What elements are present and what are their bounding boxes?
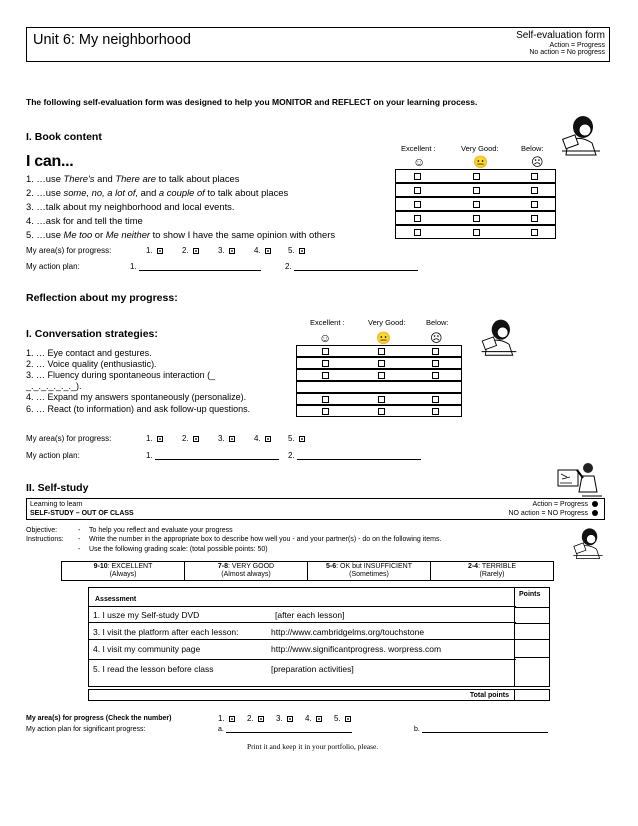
- grade-ok: 5-6: OK but INSUFFICIENT (Sometimes): [308, 562, 431, 580]
- grading-scale-table: [61, 561, 554, 581]
- points-cell-3[interactable]: [515, 639, 550, 657]
- happy-face-icon: ☺: [319, 331, 332, 345]
- assessment-table: Assessment 1. I usze my Self-study DVD [after each lesson] 3. I visit the platform after each lesson: http://www.cambridgelms.org/touchstone 4. I visit my community page http://www.significantprogress. worpress.com 5. I read the lesson before class [preparation activities] Points: [88, 587, 550, 687]
- book-area-1[interactable]: 1.: [146, 246, 163, 255]
- instr-dash-1: -: [78, 536, 81, 543]
- book-areas-label: My area(s) for progress:: [26, 246, 112, 255]
- total-points-cell[interactable]: [514, 690, 549, 700]
- instructions-1: Write the number in the appropriate box to describe how well you - and your partner(s) - do on the following items.: [89, 536, 442, 543]
- checkbox-icon[interactable]: [193, 436, 199, 442]
- rating-checkbox[interactable]: [473, 215, 480, 222]
- conv-item-3-cont: _._._._._._._).: [26, 381, 82, 391]
- unit-title: Unit 6: My neighborhood: [33, 32, 191, 48]
- selfstudy-plan-label: My action plan for significant progress:: [26, 726, 146, 733]
- learning-to-learn: Learning to learn: [30, 501, 83, 508]
- conv-area-5[interactable]: 5.: [288, 434, 305, 443]
- rating-very-good: Very Good:: [461, 144, 499, 153]
- selfstudy-area-5[interactable]: 5.: [334, 714, 351, 723]
- rating-below: Below:: [521, 144, 544, 153]
- selfstudy-area-3[interactable]: 3.: [276, 714, 293, 723]
- objective-dash: -: [78, 527, 81, 534]
- selfstudy-area-1[interactable]: 1.: [218, 714, 235, 723]
- checkbox-icon[interactable]: [258, 716, 264, 722]
- assessment-label: Assessment: [95, 596, 137, 603]
- rating-checkbox[interactable]: [414, 187, 421, 194]
- instructions-label: Instructions:: [26, 536, 64, 543]
- rating-checkbox[interactable]: [378, 408, 385, 415]
- points-cell-4[interactable]: [515, 657, 550, 669]
- rating-below: Below:: [426, 318, 449, 327]
- book-item-3: 3. …talk about my neighborhood and local events.: [26, 201, 235, 212]
- instr-dash-2: -: [78, 546, 81, 553]
- book-item-5: 5. …use Me too or Me neither to show I have the same opinion with others: [26, 229, 336, 240]
- checkbox-icon[interactable]: [299, 436, 305, 442]
- selfstudy-plan-b[interactable]: b.: [414, 726, 548, 733]
- book-area-3[interactable]: 3.: [218, 246, 235, 255]
- rating-checkbox[interactable]: [473, 201, 480, 208]
- i-can-heading: I can...: [26, 153, 74, 170]
- conversation-heading: I. Conversation strategies:: [26, 328, 158, 340]
- intro-text: The following self-evaluation form was designed to help you MONITOR and REFLECT on your learning process.: [26, 97, 478, 107]
- book-content-heading: I. Book content: [26, 131, 102, 143]
- rating-checkbox[interactable]: [432, 348, 439, 355]
- student-clipart-icon: [570, 526, 606, 560]
- rating-checkbox[interactable]: [473, 173, 480, 180]
- checkbox-icon[interactable]: [157, 248, 163, 254]
- rating-checkbox[interactable]: [414, 173, 421, 180]
- points-cell-1[interactable]: [515, 607, 550, 623]
- conv-item-3: 3. … Fluency during spontaneous interaction (_: [26, 370, 216, 380]
- rating-checkbox[interactable]: [473, 187, 480, 194]
- student-clipart-icon: [558, 113, 604, 157]
- book-area-4[interactable]: 4.: [254, 246, 271, 255]
- book-checkbox-grid: [395, 169, 556, 239]
- form-legend: [516, 31, 605, 56]
- box-action: Action = Progress: [533, 501, 598, 508]
- conv-item-1: 1. … Eye contact and gestures.: [26, 348, 152, 358]
- sad-face-icon: ☹: [430, 331, 443, 345]
- conv-item-2: 2. … Voice quality (enthusiastic).: [26, 359, 157, 369]
- rating-checkbox[interactable]: [322, 408, 329, 415]
- rating-checkbox[interactable]: [531, 201, 538, 208]
- book-area-2[interactable]: 2.: [182, 246, 199, 255]
- checkbox-icon[interactable]: [287, 716, 293, 722]
- selfstudy-plan-a[interactable]: a.: [218, 726, 352, 733]
- book-plan-1[interactable]: 1.: [130, 262, 261, 271]
- book-item-4: 4. …ask for and tell the time: [26, 215, 143, 226]
- rating-checkbox[interactable]: [531, 187, 538, 194]
- form-title: Self-evaluation form: [516, 30, 605, 41]
- rating-checkbox[interactable]: [432, 360, 439, 367]
- conv-areas-label: My area(s) for progress:: [26, 434, 112, 443]
- rating-checkbox[interactable]: [432, 408, 439, 415]
- book-plan-2[interactable]: 2.: [285, 262, 418, 271]
- bullet-icon: [592, 501, 598, 507]
- header-box: [26, 27, 610, 62]
- assessment-header: [89, 588, 516, 607]
- rating-checkbox[interactable]: [322, 372, 329, 379]
- bullet-icon: [592, 510, 598, 516]
- neutral-face-icon: 😐: [376, 331, 391, 345]
- checkbox-icon[interactable]: [316, 716, 322, 722]
- grade-very-good: 7-8: VERY GOOD (Almost always): [185, 562, 308, 580]
- rating-checkbox[interactable]: [432, 372, 439, 379]
- conv-checkbox-grid: [296, 345, 462, 417]
- reflection-heading: Reflection about my progress:: [26, 292, 178, 304]
- checkbox-icon[interactable]: [345, 716, 351, 722]
- checkbox-icon[interactable]: [229, 248, 235, 254]
- selfstudy-area-2[interactable]: 2.: [247, 714, 264, 723]
- conv-plan-label: My action plan:: [26, 451, 80, 460]
- objective-label: Objective:: [26, 527, 58, 534]
- rating-row: [296, 381, 462, 393]
- rating-checkbox[interactable]: [414, 201, 421, 208]
- sad-face-icon: ☹: [531, 155, 544, 169]
- checkbox-icon[interactable]: [299, 248, 305, 254]
- book-area-5[interactable]: 5.: [288, 246, 305, 255]
- rating-very-good: Very Good:: [368, 318, 406, 327]
- objective-text: To help you reflect and evaluate your progress: [89, 527, 233, 534]
- instructions-2: Use the following grading scale: (total possible points: 50): [89, 546, 268, 553]
- legend-action: Action = Progress: [549, 41, 605, 49]
- checkbox-icon[interactable]: [157, 436, 163, 442]
- conv-plan-2[interactable]: 2.: [288, 451, 421, 460]
- self-study-box: [26, 498, 605, 520]
- self-study-heading: II. Self-study: [26, 482, 89, 494]
- rating-checkbox[interactable]: [322, 360, 329, 367]
- rating-checkbox[interactable]: [531, 173, 538, 180]
- rating-checkbox[interactable]: [473, 229, 480, 236]
- rating-checkbox[interactable]: [378, 348, 385, 355]
- points-label: Points: [519, 591, 541, 598]
- rating-checkbox[interactable]: [322, 396, 329, 403]
- checkbox-icon[interactable]: [193, 248, 199, 254]
- rating-checkbox[interactable]: [432, 396, 439, 403]
- self-study-out-of-class: SELF-STUDY – OUT OF CLASS: [30, 510, 134, 517]
- box-no-action: NO action = NO Progress: [508, 510, 598, 517]
- points-column: [514, 588, 549, 686]
- selfstudy-areas-label: My area(s) for progress (Check the number): [26, 715, 172, 722]
- rating-checkbox[interactable]: [414, 229, 421, 236]
- rating-checkbox[interactable]: [531, 215, 538, 222]
- checkbox-icon[interactable]: [265, 248, 271, 254]
- selfstudy-area-4[interactable]: 4.: [305, 714, 322, 723]
- checkbox-icon[interactable]: [229, 436, 235, 442]
- total-points-row: [88, 689, 550, 701]
- conv-item-4: 4. … Expand my answers spontaneously (personalize).: [26, 392, 247, 402]
- points-cell-2[interactable]: [515, 623, 550, 639]
- conv-area-3[interactable]: 3.: [218, 434, 235, 443]
- conv-item-6: 6. … React (to information) and ask follow-up questions.: [26, 404, 251, 414]
- grade-excellent: 9-10: EXCELLENT (Always): [62, 562, 185, 580]
- checkbox-icon[interactable]: [265, 436, 271, 442]
- student-clipart-icon: [478, 316, 520, 358]
- rating-checkbox[interactable]: [378, 372, 385, 379]
- rating-checkbox[interactable]: [414, 215, 421, 222]
- rating-excellent: Excellent :: [401, 144, 436, 153]
- rating-checkbox[interactable]: [378, 360, 385, 367]
- conv-area-2[interactable]: 2.: [182, 434, 199, 443]
- teacher-clipart-icon: [556, 460, 604, 500]
- total-points-label: Total points: [469, 692, 509, 699]
- rating-checkbox[interactable]: [378, 396, 385, 403]
- rating-excellent: Excellent :: [310, 318, 345, 327]
- conv-area-4[interactable]: 4.: [254, 434, 271, 443]
- rating-checkbox[interactable]: [531, 229, 538, 236]
- neutral-face-icon: 😐: [473, 155, 488, 169]
- book-item-2: 2. …use some, no, a lot of, and a couple of to talk about places: [26, 187, 289, 198]
- rating-checkbox[interactable]: [322, 348, 329, 355]
- happy-face-icon: ☺: [413, 155, 426, 169]
- grade-terrible: 2-4: TERRIBLE (Rarely): [467, 563, 517, 579]
- conv-plan-1[interactable]: 1.: [146, 451, 279, 460]
- legend-no-action: No action = No progress: [529, 48, 605, 56]
- conv-area-1[interactable]: 1.: [146, 434, 163, 443]
- book-plan-label: My action plan:: [26, 262, 80, 271]
- footer-note: Print it and keep it in your portfolio, please.: [247, 742, 379, 751]
- book-item-1: 1. …use There's and There are to talk about places: [26, 173, 240, 184]
- checkbox-icon[interactable]: [229, 716, 235, 722]
